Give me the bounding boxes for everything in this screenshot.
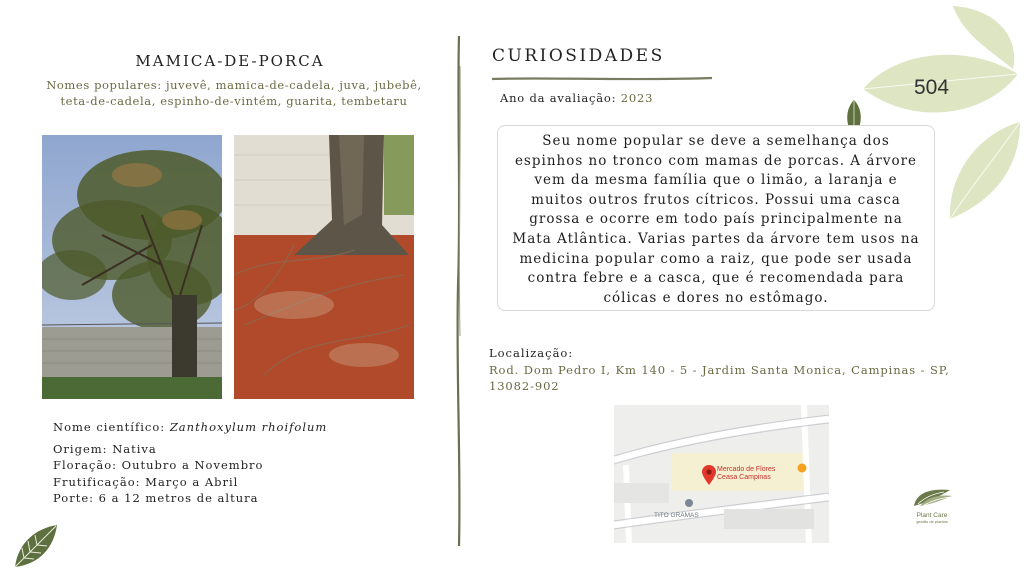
curiosity-card — [497, 125, 935, 311]
curiosities-title: CURIOSIDADES — [492, 46, 665, 66]
logo-tagline: gestão de plantas — [916, 519, 948, 524]
fruiting-line: Frutificação: Março a Abril — [53, 474, 239, 489]
plant-care-logo — [900, 486, 964, 524]
origin-line: Origem: Nativa — [53, 441, 157, 456]
logo-name: Plant Care — [916, 512, 948, 519]
popular-names: Nomes populares: juvevê, mamica-de-cadela, juva, jubebê, teta-de-cadela, espinho-de-vintém, guarita, tembetaru — [46, 78, 422, 108]
map-pin-label-line1: Mercado de Flores — [717, 466, 776, 473]
scientific-name-label: Nome científico: — [53, 420, 166, 434]
map-pin-label-line2: Ceasa Campinas — [717, 474, 771, 481]
flowering-line: Floração: Outubro a Novembro — [53, 458, 264, 472]
vertical-divider — [452, 36, 466, 546]
leaf-decoration-icon — [12, 522, 60, 574]
trunk-photo — [234, 135, 414, 399]
title-underline — [490, 68, 714, 76]
curiosity-text: Seu nome popular se deve a semelhança dos espinhos no tronco com mamas de porcas. A árvore vem da mesma família que o limão, a laranja e muitos outros frutos cítricos. Possui uma casca grossa e ocorre em todo país principalmente na Mata Atlântica. Varias partes da árvore tem usos na medicina popular como a raiz, que pode ser usada contra febre e a casca, que é recomendada para cólicas e dores no estômago. — [512, 133, 920, 306]
page-number: 504 — [914, 76, 950, 99]
scientific-name-line — [53, 420, 327, 437]
map-pin-icon[interactable] — [702, 465, 716, 489]
location-address: Rod. Dom Pedro I, Km 140 - 5 - Jardim Santa Monica, Campinas - SP, 13082-902 — [489, 363, 950, 393]
size-line: Porte: 6 a 12 metros de altura — [53, 491, 259, 505]
scientific-name-value: Zanthoxylum rhoifolum — [169, 420, 328, 434]
evaluation-year-label: Ano da avaliação: — [500, 91, 617, 105]
species-facts — [53, 420, 327, 508]
tree-photo — [42, 135, 222, 399]
map-street-label: TITO GRAMAS — [654, 512, 699, 519]
location-label: Localização: — [489, 346, 574, 360]
evaluation-year-value: 2023 — [620, 91, 654, 105]
plant-care-logo-icon — [900, 486, 964, 512]
species-name: MAMICA-DE-PORCA — [135, 52, 325, 70]
map-pin-label — [717, 466, 775, 482]
evaluation-year — [500, 91, 653, 105]
